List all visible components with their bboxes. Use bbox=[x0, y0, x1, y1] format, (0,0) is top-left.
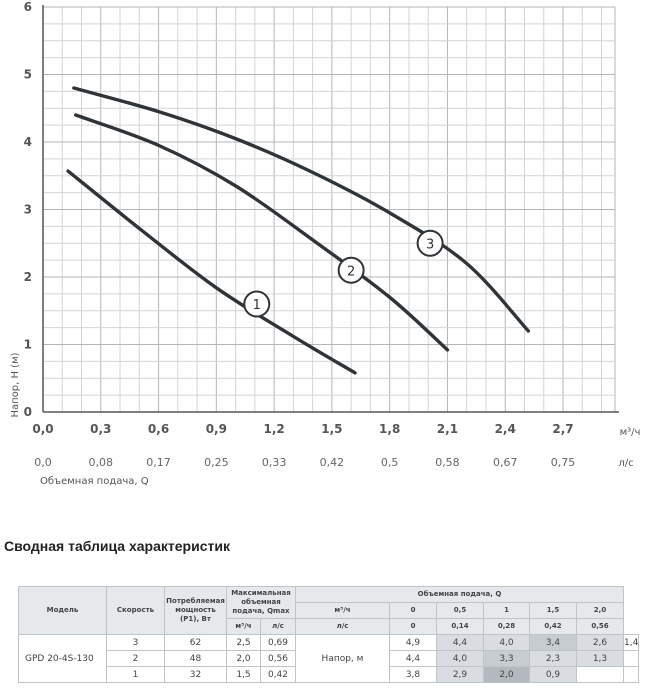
x-tick-label-ls: 0,75 bbox=[550, 456, 576, 469]
head-cell: 4,0 bbox=[484, 635, 530, 651]
x-tick-label-m3h: 2,7 bbox=[552, 422, 574, 436]
qmax-m3h-cell: 1,5 bbox=[227, 667, 261, 683]
head-cell: 2,6 bbox=[577, 635, 624, 651]
header-power: Потребляемая мощность (P1), Вт bbox=[165, 587, 227, 635]
x-tick-label-m3h: 1,8 bbox=[379, 422, 401, 436]
x-tick-label-ls: 0,58 bbox=[435, 456, 460, 469]
table-title: Сводная таблица характеристик bbox=[4, 538, 230, 554]
head-cell: 4,0 bbox=[437, 651, 484, 667]
flow-ls-2: 0,28 bbox=[484, 619, 530, 635]
qmax-m3h-cell: 2,5 bbox=[227, 635, 261, 651]
x-unit-m3h: м³/ч bbox=[619, 427, 641, 438]
y-tick-label: 3 bbox=[23, 202, 32, 217]
header-flow-unit-m3h: м³/ч bbox=[296, 603, 390, 619]
header-speed: Скорость bbox=[107, 587, 165, 635]
curve-label: 2 bbox=[347, 264, 356, 280]
head-cell: 1,4 bbox=[624, 635, 639, 651]
flow-ls-1: 0,14 bbox=[437, 619, 484, 635]
head-cell: 3,3 bbox=[484, 651, 530, 667]
x-tick-label-ls: 0,42 bbox=[319, 456, 345, 469]
power-cell: 62 bbox=[165, 635, 227, 651]
qmax-ls-cell: 0,56 bbox=[261, 651, 296, 667]
x-tick-label-m3h: 0,3 bbox=[90, 422, 112, 436]
qmax-unit-ls: л/с bbox=[261, 619, 296, 635]
x-tick-label-ls: 0,08 bbox=[88, 456, 114, 469]
flow-ls-4: 0,56 bbox=[577, 619, 624, 635]
x-tick-label-ls: 0,33 bbox=[261, 456, 287, 469]
y-tick-label: 4 bbox=[23, 135, 32, 149]
curve-speed-1 bbox=[68, 171, 355, 373]
head-cell: 3,4 bbox=[530, 635, 577, 651]
model-name: GPD 20-4S-130 bbox=[19, 635, 107, 683]
head-cell: 0,9 bbox=[530, 667, 577, 683]
curve-label: 1 bbox=[252, 298, 261, 313]
head-cell bbox=[624, 667, 639, 683]
x-tick-label-m3h: 0,6 bbox=[147, 422, 170, 436]
head-cell: 4,9 bbox=[390, 635, 437, 651]
y-tick-label: 5 bbox=[23, 67, 32, 82]
x-tick-label-m3h: 1,5 bbox=[321, 422, 343, 436]
qmax-unit-m3h: м³/ч bbox=[227, 619, 261, 635]
x-tick-label-ls: 0,0 bbox=[34, 456, 52, 469]
header-flow: Объемная подача, Q bbox=[296, 587, 624, 603]
chart-grid bbox=[43, 7, 615, 412]
x-tick-label-ls: 0,25 bbox=[204, 456, 229, 469]
head-cell bbox=[577, 667, 624, 683]
head-cell: 4,4 bbox=[437, 635, 484, 651]
head-cell bbox=[624, 651, 639, 667]
header-flow-unit-ls: л/с bbox=[296, 619, 390, 635]
flow-ls-0: 0 bbox=[390, 619, 437, 635]
head-label: Напор, м bbox=[296, 635, 390, 683]
x-tick-label-ls: 0,67 bbox=[492, 456, 518, 469]
qmax-ls-cell: 0,69 bbox=[261, 635, 296, 651]
x-tick-label-ls: 0,5 bbox=[380, 456, 399, 469]
qmax-ls-cell: 0,42 bbox=[261, 667, 296, 683]
x-axis-label: Объемная подача, Q bbox=[40, 476, 149, 487]
speed-cell: 3 bbox=[107, 635, 165, 651]
y-tick-label: 1 bbox=[23, 337, 32, 352]
head-cell: 1,3 bbox=[577, 651, 624, 667]
x-unit-ls: л/с bbox=[618, 458, 634, 469]
flow-m3h-2: 1 bbox=[484, 603, 530, 619]
speed-cell: 1 bbox=[107, 667, 165, 683]
power-cell: 32 bbox=[165, 667, 227, 683]
y-tick-label: 2 bbox=[23, 270, 32, 284]
x-tick-label-ls: 0,17 bbox=[146, 456, 171, 469]
curve-label: 3 bbox=[425, 237, 435, 253]
flow-m3h-0: 0 bbox=[390, 603, 437, 619]
y-tick-label: 6 bbox=[23, 0, 32, 14]
head-cell: 2,9 bbox=[437, 667, 484, 683]
chart-curves bbox=[68, 88, 528, 373]
y-axis-label: Напор, H (м) bbox=[10, 352, 21, 418]
x-tick-label-m3h: 2,4 bbox=[494, 422, 516, 436]
head-cell: 4,4 bbox=[390, 651, 437, 667]
head-cell: 3,8 bbox=[390, 667, 437, 683]
x-tick-label-m3h: 2,1 bbox=[436, 422, 459, 436]
header-model: Модель bbox=[19, 587, 107, 635]
head-cell: 2,0 bbox=[484, 667, 530, 683]
flow-m3h-3: 1,5 bbox=[530, 603, 577, 619]
header-qmax: Максимальная объемная подача, Qmax bbox=[227, 587, 296, 619]
flow-ls-3: 0,42 bbox=[530, 619, 577, 635]
spec-table bbox=[18, 586, 639, 683]
flow-m3h-4: 2,0 bbox=[577, 603, 624, 619]
head-cell: 2,3 bbox=[530, 651, 577, 667]
speed-cell: 2 bbox=[107, 651, 165, 667]
qmax-m3h-cell: 2,0 bbox=[227, 651, 261, 667]
power-cell: 48 bbox=[165, 651, 227, 667]
x-tick-label-m3h: 1,2 bbox=[263, 422, 285, 436]
y-tick-label: 0 bbox=[23, 405, 32, 419]
x-tick-label-m3h: 0,0 bbox=[32, 422, 54, 436]
x-tick-label-m3h: 0,9 bbox=[205, 422, 227, 436]
chart-axes bbox=[43, 5, 619, 412]
flow-m3h-1: 0,5 bbox=[437, 603, 484, 619]
